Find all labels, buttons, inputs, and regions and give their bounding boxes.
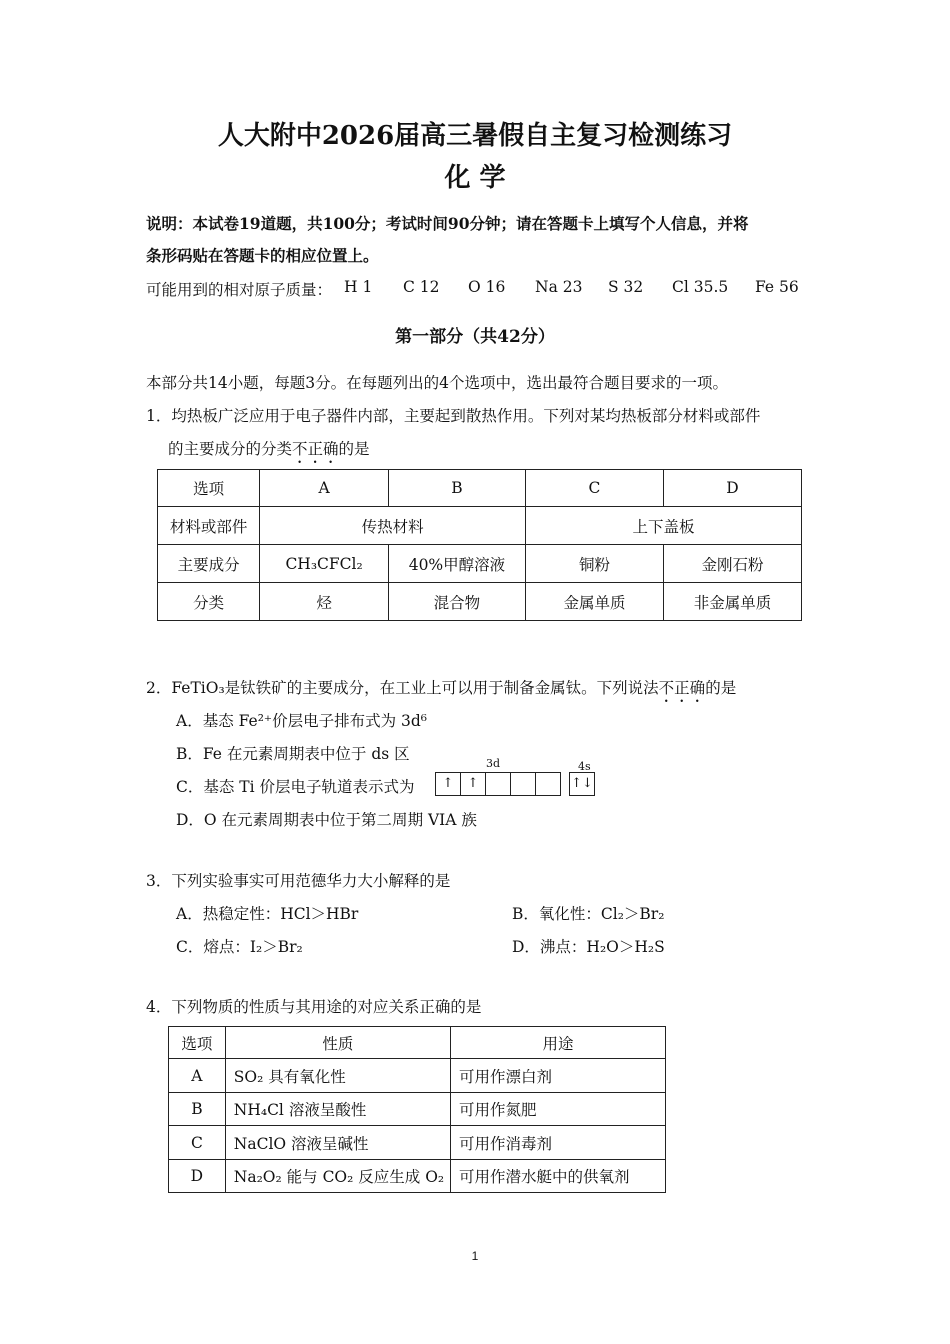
q3-option-b: B．氧化性：Cl₂＞Br₂ [512, 905, 665, 923]
atomic-mass-label: 可能用到的相对原子质量： [146, 281, 333, 299]
q1-row-label: 材料或部件 [158, 507, 260, 545]
q1-header-cell: C [526, 470, 664, 507]
q1-cell: 混合物 [388, 583, 525, 621]
orbital-4s-label: 4s [578, 760, 591, 773]
q2-option-b: B．Fe 在元素周期表中位于 ds 区 [176, 745, 410, 763]
orbital-3d-boxes [435, 772, 561, 796]
q2-emphasis: 不正确 [658, 679, 706, 697]
q4-stem: 4．下列物质的性质与其用途的对应关系正确的是 [146, 998, 482, 1016]
table-row [169, 1126, 666, 1160]
q1-stem-line-1: 1．均热板广泛应用于电子器件内部，主要起到散热作用。下列对某均热板部分材料或部件 [146, 407, 761, 425]
q4-cell: 可用作氮肥 [450, 1093, 665, 1126]
table-row [169, 1027, 666, 1059]
orbital-4s-boxes [569, 772, 595, 796]
orbital-box: ↑ [461, 773, 486, 795]
q1-header-cell: A [260, 470, 389, 507]
q4-cell: A [169, 1059, 226, 1093]
q1-header-cell: D [663, 470, 801, 507]
q1-emphasis: 不正确 [292, 440, 339, 458]
q2-option-c: C．基态 Ti 价层电子轨道表示式为 [176, 778, 415, 796]
q1-stem-line-2: 的主要成分的分类不正确的是 [168, 440, 370, 458]
q4-header-cell: 性质 [225, 1027, 450, 1059]
q3-option-c: C．熔点：I₂＞Br₂ [176, 938, 303, 956]
q1-header-cell: 选项 [158, 470, 260, 507]
atomic-mass-h: H 1 [344, 278, 373, 296]
page-number: 1 [471, 1249, 479, 1263]
q4-cell: C [169, 1126, 226, 1160]
q1-cell: 烃 [260, 583, 389, 621]
table-row [169, 1093, 666, 1126]
q1-cell: 非金属单质 [663, 583, 801, 621]
q3-stem: 3．下列实验事实可用范德华力大小解释的是 [146, 872, 451, 890]
q1-cell: 金属单质 [526, 583, 664, 621]
atomic-mass-na: Na 23 [535, 278, 583, 296]
q1-cell: 铜粉 [526, 545, 664, 583]
q2-option-d: D．O 在元素周期表中位于第二周期 VIA 族 [176, 811, 477, 829]
q4-cell: SO₂ 具有氧化性 [225, 1059, 450, 1093]
q4-cell: NaClO 溶液呈碱性 [225, 1126, 450, 1160]
table-row [158, 545, 802, 583]
orbital-box [486, 773, 511, 795]
orbital-box [536, 773, 560, 795]
atomic-mass-o: O 16 [468, 278, 506, 296]
q1-table [157, 469, 802, 621]
table-row [158, 507, 802, 545]
q4-cell: D [169, 1160, 226, 1193]
orbital-box: ↑ [436, 773, 461, 795]
table-row [169, 1059, 666, 1093]
q3-option-d: D．沸点：H₂O＞H₂S [512, 938, 665, 956]
table-row [158, 470, 802, 507]
q4-cell: B [169, 1093, 226, 1126]
atomic-mass-s: S 32 [608, 278, 644, 296]
notice-line-2: 条形码贴在答题卡的相应位置上。 [146, 246, 379, 265]
orbital-box [511, 773, 536, 795]
q2-option-a: A．基态 Fe²⁺价层电子排布式为 3d⁶ [176, 712, 428, 730]
q4-cell: Na₂O₂ 能与 CO₂ 反应生成 O₂ [225, 1160, 450, 1193]
q3-option-a: A．热稳定性：HCl＞HBr [176, 905, 359, 923]
q4-cell: NH₄Cl 溶液呈酸性 [225, 1093, 450, 1126]
q4-header-cell: 用途 [450, 1027, 665, 1059]
atomic-mass-cl: Cl 35.5 [672, 278, 729, 296]
q1-cell: 40%甲醇溶液 [388, 545, 525, 583]
q1-row-label: 主要成分 [158, 545, 260, 583]
q4-cell: 可用作漂白剂 [450, 1059, 665, 1093]
orbital-box: ↑↓ [571, 776, 593, 791]
q1-header-cell: B [388, 470, 525, 507]
notice-line-1: 说明：本试卷19道题，共100分；考试时间90分钟；请在答题卡上填写个人信息，并将 [146, 214, 749, 233]
q2-stem: 2．FeTiO₃是钛铁矿的主要成分，在工业上可以用于制备金属钛。下列说法不正确的是 [146, 679, 737, 697]
table-row [158, 583, 802, 621]
q4-cell: 可用作潜水艇中的供氧剂 [450, 1160, 665, 1193]
q1-cell: 传热材料 [260, 507, 526, 545]
q1-cell: CH₃CFCl₂ [260, 545, 389, 583]
part1-instructions: 本部分共14小题，每题3分。在每题列出的4个选项中，选出最符合题目要求的一项。 [146, 374, 728, 392]
q1-cell: 金刚石粉 [663, 545, 801, 583]
atomic-mass-c: C 12 [403, 278, 440, 296]
q4-cell: 可用作消毒剂 [450, 1126, 665, 1160]
q4-header-cell: 选项 [169, 1027, 226, 1059]
subject-title: 化 学 [444, 163, 506, 193]
exam-title: 人大附中2026届高三暑假自主复习检测练习 [217, 121, 733, 151]
part1-heading: 第一部分（共42分） [395, 327, 555, 347]
q1-cell: 上下盖板 [526, 507, 802, 545]
table-row [169, 1160, 666, 1193]
orbital-3d-label: 3d [486, 757, 501, 770]
atomic-mass-fe: Fe 56 [755, 278, 799, 296]
q1-row-label: 分类 [158, 583, 260, 621]
q4-table [168, 1026, 666, 1193]
